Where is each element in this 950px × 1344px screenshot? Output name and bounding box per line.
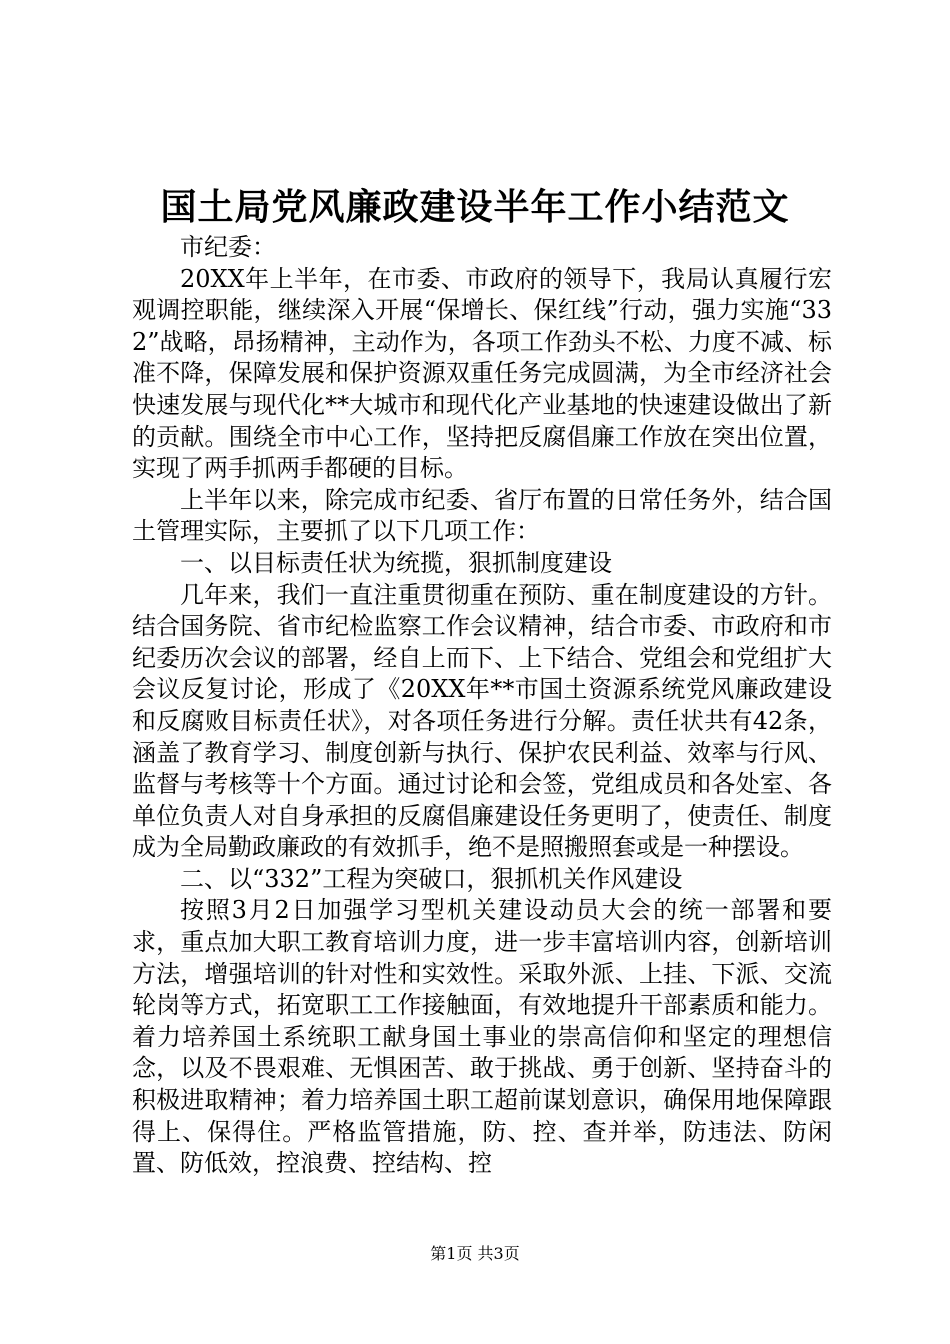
- section-heading: 一、以目标责任状为统揽，狠抓制度建设: [180, 548, 612, 577]
- paragraph: 上半年以来，除完成市纪委、省厅布置的日常任务外，结合国土管理实际，主要抓了以下几项工作：: [132, 485, 832, 546]
- document-body: [132, 232, 832, 1180]
- paragraph: 按照3月2日加强学习型机关建设动员大会的统一部署和要求，重点加大职工教育培训力度，进一步丰富培训内容，创新培训方法，增强培训的针对性和实效性。采取外派、上挂、下派、交流轮岗等方式，拓宽职工工作接触面，有效地提升干部素质和能力。着力培养国土系统职工献身国土事业的崇高信仰和坚定的理想信念，以及不畏艰难、无惧困苦、敢于挑战、勇于创新、坚持奋斗的积极进取精神；着力培养国土职工超前谋划意识，确保用地保障跟得上、保得住。严格监管措施，防、控、查并举，防违法、防闲置、防低效，控浪费、控结构、控: [132, 896, 832, 1178]
- paragraph: 20XX年上半年，在市委、市政府的领导下，我局认真履行宏观调控职能，继续深入开展“保增长、保红线”行动，强力实施“332”战略，昂扬精神，主动作为，各项工作劲头不松、力度不减、标准不降，保障发展和保护资源双重任务完成圆满，为全市经济社会快速发展与现代化**大城市和现代化产业基地的快速建设做出了新的贡献。围绕全市中心工作，坚持把反腐倡廉工作放在突出位置，实现了两手抓两手都硬的目标。: [132, 264, 832, 483]
- paragraph: 几年来，我们一直注重贯彻重在预防、重在制度建设的方针。结合国务院、省市纪检监察工作会议精神，结合市委、市政府和市纪委历次会议的部署，经自上而下、上下结合、党组会和党组扩大会议反复讨论，形成了《20XX年**市国土资源系统党风廉政建设和反腐败目标责任状》，对各项任务进行分解。责任状共有42条，涵盖了教育学习、制度创新与执行、保护农民利益、效率与行风、监督与考核等十个方面。通过讨论和会签，党组成员和各处室、各单位负责人对自身承担的反腐倡廉建设任务更明了，使责任、制度成为全局勤政廉政的有效抓手，绝不是照搬照套或是一种摆设。: [132, 580, 832, 862]
- page-footer: 第1页 共3页: [430, 1244, 520, 1263]
- section-heading: 二、以“332”工程为突破口，狠抓机关作风建设: [180, 864, 683, 893]
- document-title: 国土局党风廉政建设半年工作小结范文: [160, 186, 790, 228]
- salutation: 市纪委：: [180, 233, 276, 261]
